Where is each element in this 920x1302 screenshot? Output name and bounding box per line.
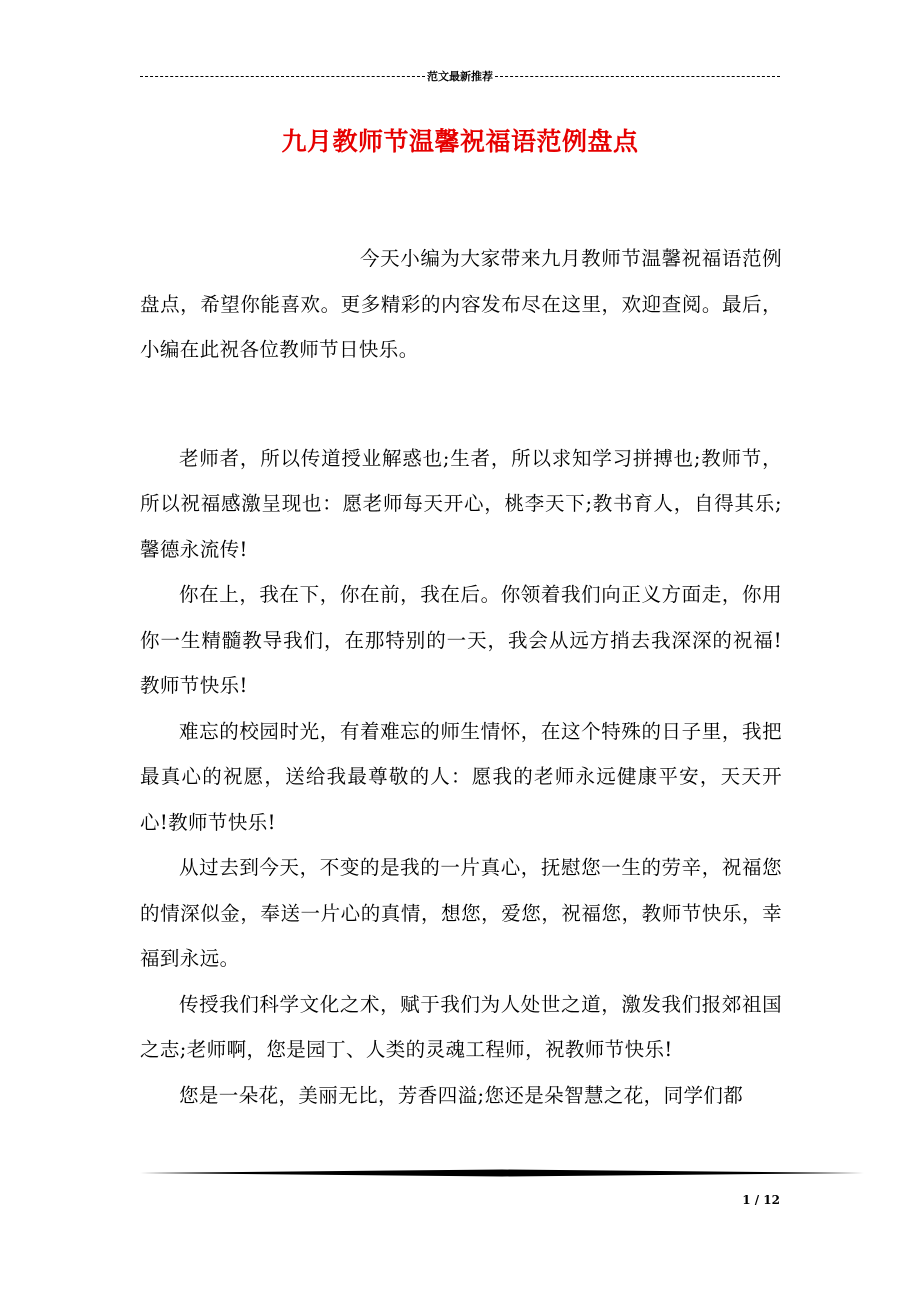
document-title: 九月教师节温馨祝福语范例盘点	[281, 127, 639, 156]
body-paragraph-4: 从过去到今天，不变的是我的一片真心，抚慰您一生的劳辛，祝福您的情深似金，奉送一片心的真情，想您，爱您，祝福您，教师节快乐，幸福到永远。	[140, 856, 782, 970]
header-dash-left	[140, 76, 425, 77]
header-dash-right	[495, 76, 780, 77]
body-paragraph-3: 难忘的校园时光，有着难忘的师生情怀，在这个特殊的日子里，我把最真心的祝愿，送给我最尊敬的人：愿我的老师永远健康平安，天天开心!教师节快乐!	[140, 719, 782, 834]
footer-rule	[140, 1168, 864, 1178]
header-label: 范文最新推荐	[427, 70, 493, 83]
body-paragraph-2: 你在上，我在下，你在前，我在后。你领着我们向正义方面走，你用你一生精髓教导我们，在那特别的一天，我会从远方捎去我深深的祝福!教师节快乐!	[140, 583, 782, 697]
page-number: 1 / 12	[742, 1193, 780, 1207]
body-paragraph-5: 传授我们科学文化之术，赋于我们为人处世之道，激发我们报郊祖国之志;老师啊，您是园丁、人类的灵魂工程师，祝教师节快乐!	[140, 992, 782, 1061]
body-paragraph-1: 老师者，所以传道授业解惑也;生者，所以求知学习拼搏也;教师节，所以祝福感激呈现也：愿老师每天开心，桃李天下;教书育人，自得其乐;馨德永流传!	[140, 446, 782, 561]
body-paragraph-6: 您是一朵花，美丽无比，芳香四溢;您还是朵智慧之花，同学们都	[179, 1083, 744, 1107]
document-body	[140, 236, 782, 1118]
intro-paragraph: 今天小编为大家带来九月教师节温馨祝福语范例盘点，希望你能喜欢。更多精彩的内容发布尽在这里，欢迎查阅。最后，小编在此祝各位教师节日快乐。	[140, 247, 782, 361]
paragraph-spacer	[140, 373, 782, 436]
page-header	[140, 68, 780, 84]
